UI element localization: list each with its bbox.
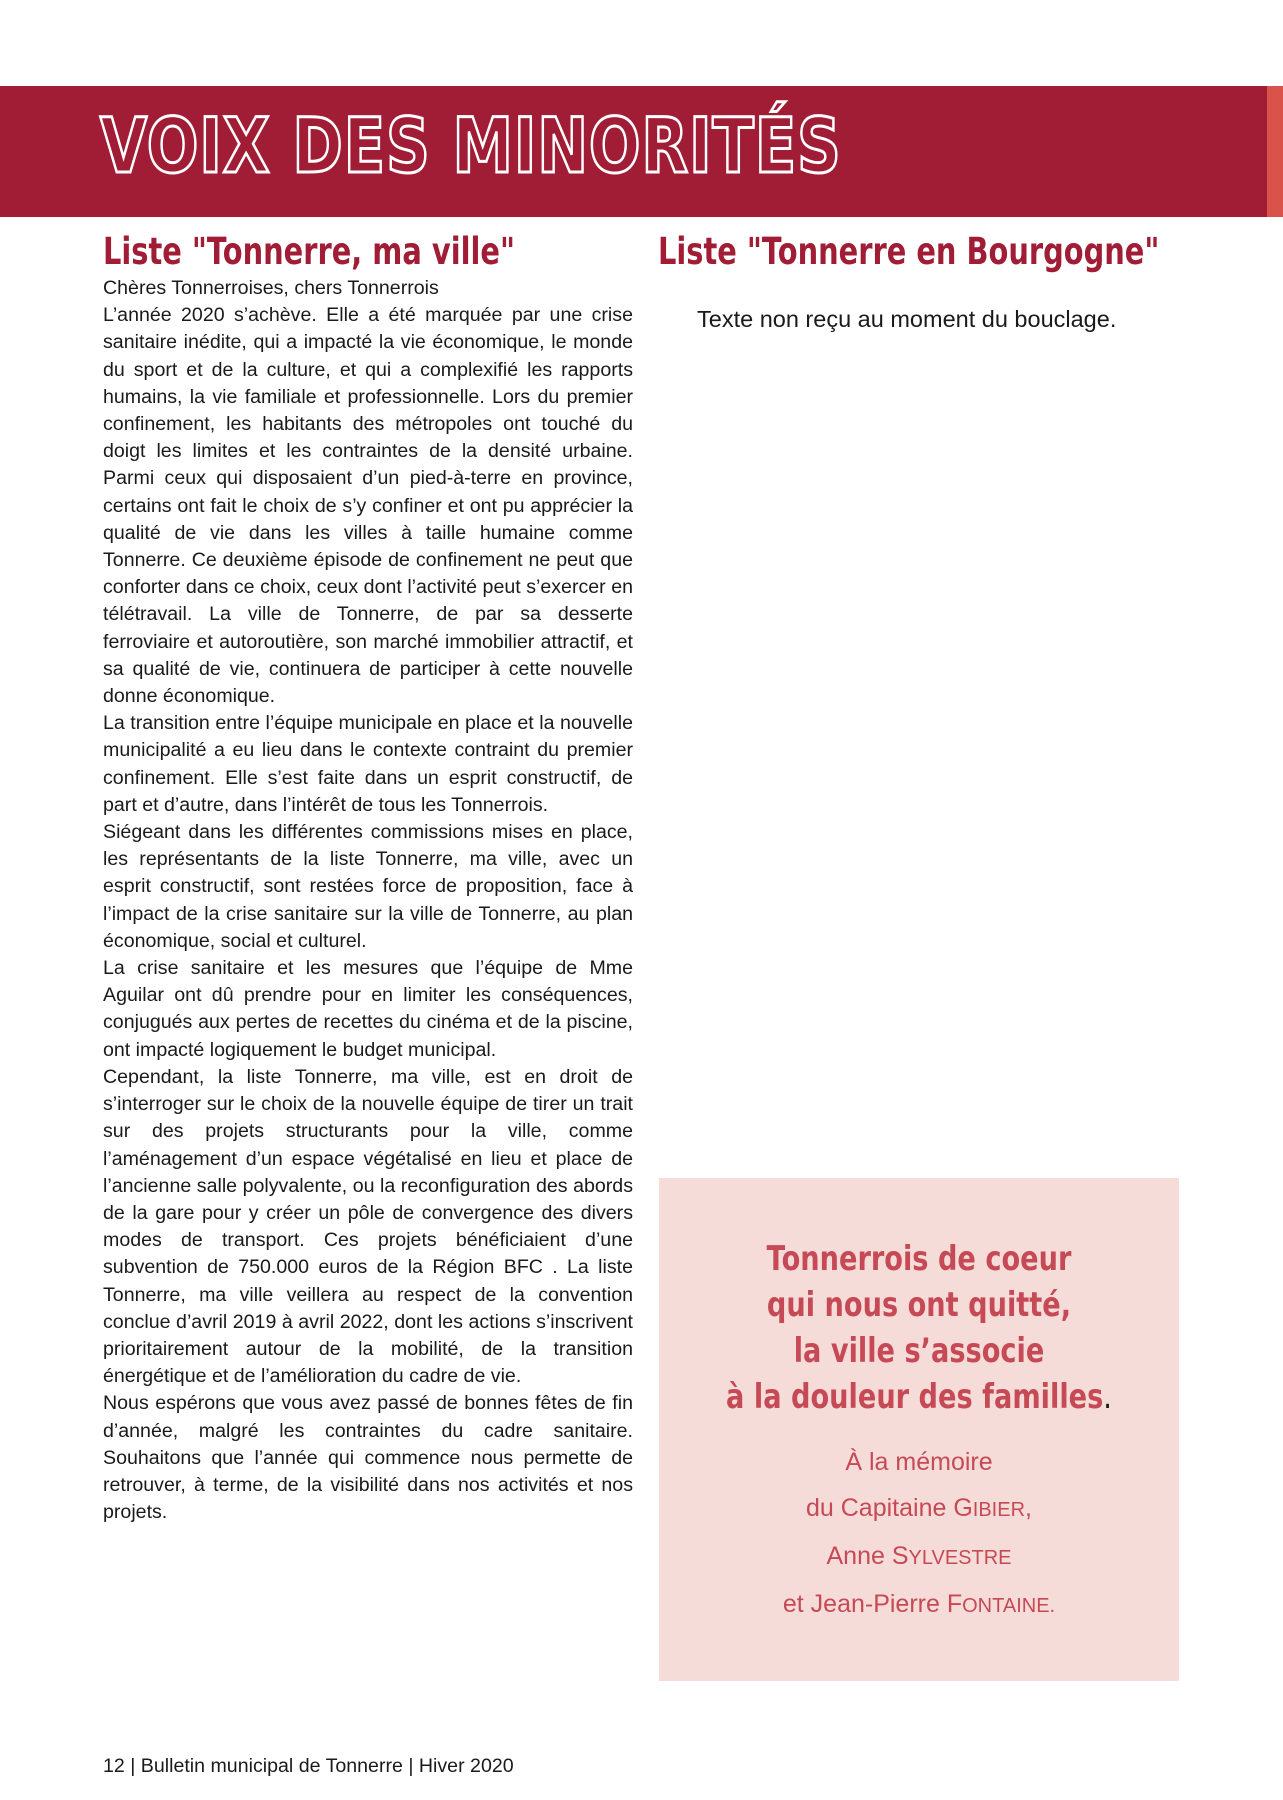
article-paragraph: L’année 2020 s’achève. Elle a été marquée par une crise sanitaire inédite, qui a impacté la vie économique, le monde du sport et de la culture, et qui a complexifié les rapports humains, la vie familiale et professionnelle. Lors du premier confinement, les habitants des métropoles ont touché du doigt les limites et les contraintes de la densité urbaine. Parmi ceux qui disposaient d’un pied-à-terre en province, certains ont fait le choix de s’y confiner et ont pu apprécier la qualité de vie dans les villes à taille humaine comme Tonnerre. Ce deuxième épisode de confinement ne peut que conforter dans ce choix, ceux dont l’activité peut s’exercer en télétravail. La ville de Tonnerre, de par sa desserte ferroviaire et autoroutière, son marché immobilier attractif, et sa qualité de vie, continuera de participer à cette nouvelle donne économique. (103, 304, 633, 708)
article-paragraph: Chères Tonnerroises, chers Tonnerrois (103, 277, 439, 299)
name-smallcaps: IBIER (972, 1499, 1026, 1521)
name-text: Anne S (826, 1542, 909, 1570)
left-column-heading: Liste "Tonnerre, ma ville" (103, 230, 516, 273)
article-paragraph: Nous espérons que vous avez passé de bonnes fêtes de fin d’année, malgré les contraintes du cadre sanitaire. Souhaitons que l’année qui commence nous permette de retrouver, à terme, de la visibilité dans nos activités et nos projets. (103, 1392, 633, 1524)
name-text: du Capitaine G (806, 1494, 973, 1522)
memorial-message (659, 1236, 1179, 1420)
memorial-line (711, 1374, 1127, 1420)
right-column-heading: Liste "Tonnerre en Bourgogne" (658, 230, 1160, 273)
article-paragraph: Siégeant dans les différentes commissions mises en place, les représentants de la liste Tonnerre, ma ville, avec un esprit constructif, sont restées force de proposition, face à l’impact de la crise sanitaire sur la ville de Tonnerre, au plan économique, social et culturel. (103, 821, 633, 952)
memorial-name (659, 1485, 1179, 1533)
memorial-line: la ville s’associe (793, 1331, 1045, 1371)
page-footer: 12 | Bulletin municipal de Tonnerre | Hiver 2020 (103, 1755, 514, 1777)
article-paragraph: La transition entre l’équipe municipale en place et la nouvelle municipalité a eu lieu dans le contexte contraint du premier confinement. Elle s’est faite dans un esprit constructif, de part et d’autre, dans l’intérêt de tous les Tonnerrois. (103, 712, 633, 816)
text-not-received-notice: Texte non reçu au moment du bouclage. (697, 306, 1117, 332)
memorial-name (659, 1581, 1179, 1629)
memorial-box (659, 1178, 1179, 1681)
memorial-names (659, 1439, 1179, 1629)
article-paragraph: La crise sanitaire et les mesures que l’équipe de Mme Aguilar ont dû prendre pour en limiter les conséquences, conjugués aux pertes de recettes du cinéma et de la piscine, ont impacté logiquement le budget municipal. (103, 957, 633, 1061)
memorial-intro: À la mémoire (845, 1448, 993, 1476)
name-text: et Jean-Pierre F (782, 1590, 963, 1618)
name-smallcaps: YLVESTRE (908, 1547, 1012, 1569)
memorial-period: . (1103, 1377, 1112, 1417)
memorial-line: qui nous ont quitté, (766, 1285, 1072, 1325)
article-paragraph: Cependant, la liste Tonnerre, ma ville, est en droit de s’interroger sur le choix de la nouvelle équipe de tirer un trait sur des projets structurants pour la ville, comme l’aménagement d’un espace végétalisé en lieu et place de l’ancienne salle polyvalente, ou la reconfiguration des abords de la gare pour y créer un pôle de convergence des divers modes de transport. Ces projets bénéficiaient d’une subvention de 750.000 euros de la Région BFC . La liste Tonnerre, ma ville veillera au respect de la convention conclue d’avril 2019 à avril 2022, dont les actions s’inscrivent prioritairement autour de la mobilité, de la transition énergétique et de l’amélioration du cadre de vie. (103, 1065, 633, 1388)
memorial-name (659, 1533, 1179, 1581)
banner-edge-accent (1267, 86, 1283, 217)
memorial-line: Tonnerrois de coeur (766, 1239, 1072, 1279)
page-title: VOIX DES MINORITÉS (100, 101, 842, 190)
name-smallcaps: ONTAINE (962, 1595, 1050, 1617)
name-punct: . (1049, 1595, 1056, 1617)
left-article (103, 275, 633, 1526)
name-punct: , (1025, 1494, 1032, 1522)
memorial-line-text: à la douleur des familles (726, 1377, 1104, 1417)
